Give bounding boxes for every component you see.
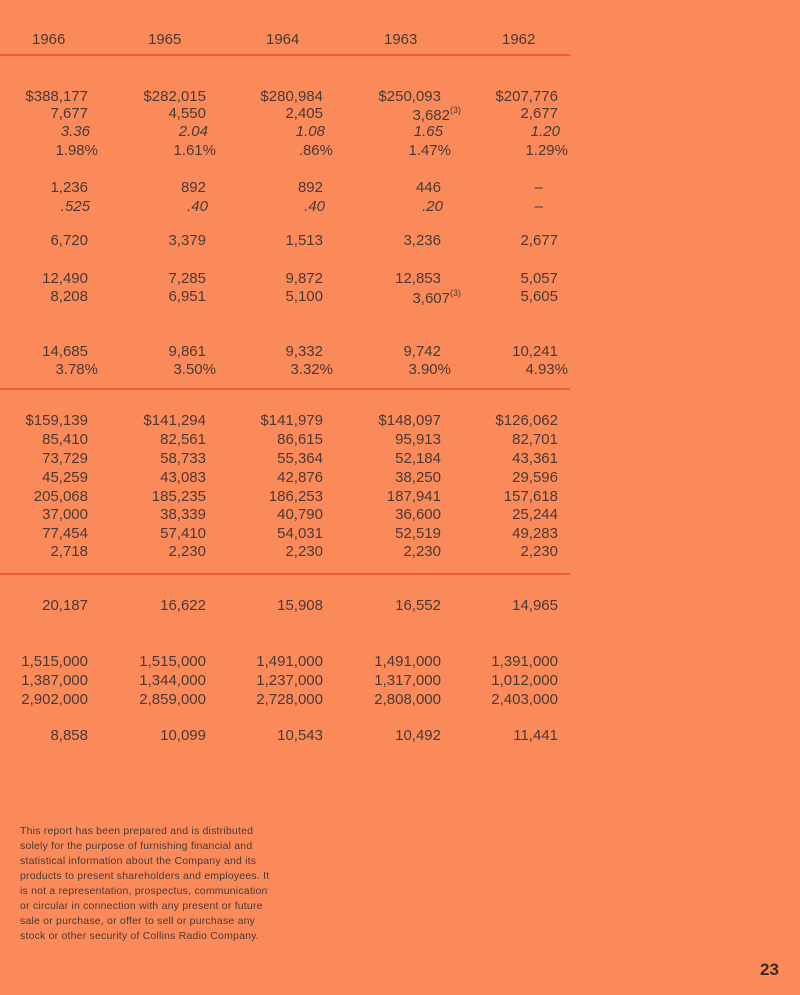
cell-value: 45,259: [42, 469, 88, 486]
cell-value: $126,062: [495, 412, 558, 429]
table-row: [0, 88, 600, 106]
cell-value: 446: [415, 179, 441, 196]
cell-value: 3,379: [168, 232, 206, 249]
table-cell: [181, 179, 206, 196]
table-cell: [520, 288, 558, 305]
cell-value: 6,720: [50, 232, 88, 249]
cell-value: 10,492: [395, 727, 441, 744]
cell-value: 1.29%: [525, 142, 568, 159]
table-cell: [277, 525, 323, 542]
table-cell: [285, 105, 323, 122]
table-row: [0, 198, 600, 216]
table-cell: [412, 288, 461, 307]
table-cell: [285, 543, 323, 560]
cell-value: 8,208: [50, 288, 88, 305]
cell-value: 16,552: [395, 597, 441, 614]
table-cell: [55, 361, 98, 378]
table-row: [0, 232, 600, 250]
table-cell: [42, 343, 88, 360]
cell-value: 4.93%: [525, 361, 568, 378]
cell-value: 3,236: [403, 232, 441, 249]
cell-value: 16,622: [160, 597, 206, 614]
cell-value: 73,729: [42, 450, 88, 467]
table-cell: [495, 88, 558, 105]
cell-value: 4,550: [168, 105, 206, 122]
table-cell: [395, 450, 441, 467]
table-cell: [491, 653, 558, 670]
divider-rule: [0, 573, 570, 575]
table-cell: [50, 179, 88, 196]
cell-value: 1.47%: [408, 142, 451, 159]
cell-value: 2,230: [285, 543, 323, 560]
cell-value: 2,808,000: [374, 691, 441, 708]
table-cell: [168, 543, 206, 560]
table-cell: [179, 123, 208, 140]
cell-value: 14,965: [512, 597, 558, 614]
table-cell: [50, 727, 88, 744]
cell-value: 55,364: [277, 450, 323, 467]
cell-value: 3.50%: [173, 361, 216, 378]
cell-value: 1.61%: [173, 142, 216, 159]
cell-value: 20,187: [42, 597, 88, 614]
table-cell: [50, 288, 88, 305]
cell-value: 5,605: [520, 288, 558, 305]
table-cell: [513, 727, 558, 744]
table-cell: [160, 525, 206, 542]
table-cell: [412, 105, 461, 124]
cell-value: 1,391,000: [491, 653, 558, 670]
table-cell: [168, 105, 206, 122]
table-cell: [143, 412, 206, 429]
cell-value: 82,561: [160, 431, 206, 448]
table-cell: [285, 232, 323, 249]
table-row: [0, 597, 600, 615]
table-cell: [173, 142, 216, 159]
table-cell: [535, 198, 543, 215]
cell-value: 10,543: [277, 727, 323, 744]
table-cell: [256, 672, 323, 689]
year-header: 1966: [32, 31, 66, 48]
cell-value: 2,718: [50, 543, 88, 560]
cell-value: 43,083: [160, 469, 206, 486]
cell-value: $282,015: [143, 88, 206, 105]
cell-value: $141,294: [143, 412, 206, 429]
cell-value: 1.65: [413, 123, 443, 140]
cell-value: 2,403,000: [491, 691, 558, 708]
table-cell: [504, 488, 558, 505]
cell-value: 85,410: [42, 431, 88, 448]
year-header: 1962: [502, 31, 536, 48]
table-cell: [535, 179, 543, 196]
cell-value: 37,000: [42, 506, 88, 523]
table-row: [0, 179, 600, 197]
table-cell: [512, 525, 558, 542]
cell-value: 86,615: [277, 431, 323, 448]
cell-value: 1,012,000: [491, 672, 558, 689]
cell-value: 157,618: [503, 488, 558, 505]
cell-value: $148,097: [378, 412, 441, 429]
table-cell: [160, 469, 206, 486]
table-cell: [395, 597, 441, 614]
table-cell: [277, 431, 323, 448]
cell-value: 10,241: [512, 343, 558, 360]
cell-value: 1,513: [285, 232, 323, 249]
table-cell: [168, 288, 206, 305]
table-cell: [277, 597, 323, 614]
table-cell: [160, 450, 206, 467]
table-cell: [416, 179, 441, 196]
cell-value: 14,685: [42, 343, 88, 360]
table-row: [0, 361, 600, 379]
table-cell: [168, 270, 206, 287]
year-header: 1965: [148, 31, 182, 48]
table-cell: [285, 288, 323, 305]
cell-value: 1,344,000: [139, 672, 206, 689]
table-cell: [299, 142, 333, 159]
cell-value: 54,031: [277, 525, 323, 542]
table-cell: [173, 361, 216, 378]
cell-value: 52,519: [395, 525, 441, 542]
disclaimer-note: This report has been prepared and is distributed solely for the purpose of furnishing financial and statistical information about the Company and its products to present shareholders and employees. It is not a representation, prospectus, communication or circular in connection with any present or future sale or purchase, or offer to sell or purchase any stock or other security of Collins Radio Company.: [20, 825, 270, 942]
table-cell: [512, 506, 558, 523]
cell-value: 11,441: [513, 727, 558, 744]
cell-value: 2,728,000: [256, 691, 323, 708]
cell-value: 6,951: [168, 288, 206, 305]
cell-value: 12,853: [395, 270, 441, 287]
table-cell: [50, 105, 88, 122]
cell-value: 9,872: [285, 270, 323, 287]
cell-value: 1,236: [50, 179, 88, 196]
table-cell: [290, 361, 333, 378]
table-row: [0, 450, 600, 468]
cell-value: 29,596: [512, 469, 558, 486]
cell-value: 892: [180, 179, 206, 196]
table-cell: [387, 488, 441, 505]
table-row: [0, 525, 600, 543]
table-cell: [139, 691, 206, 708]
cell-value: 58,733: [160, 450, 206, 467]
cell-value: 95,913: [395, 431, 441, 448]
table-cell: [168, 343, 206, 360]
table-cell: [491, 691, 558, 708]
table-cell: [277, 727, 323, 744]
table-row: [0, 727, 600, 745]
cell-value: $250,093: [378, 88, 441, 105]
table-cell: [42, 431, 88, 448]
table-cell: [277, 469, 323, 486]
cell-value: 3,682: [412, 107, 450, 124]
table-cell: [520, 543, 558, 560]
cell-value: 25,244: [512, 506, 558, 523]
cell-value: 9,742: [403, 343, 441, 360]
table-row: [0, 691, 600, 709]
cell-value: 2,230: [168, 543, 206, 560]
cell-value: 3,607: [412, 290, 450, 307]
cell-value: $388,177: [25, 88, 88, 105]
table-cell: [160, 431, 206, 448]
table-cell: [50, 232, 88, 249]
cell-value: 36,600: [395, 506, 441, 523]
table-row: [0, 343, 600, 361]
cell-value: 38,250: [395, 469, 441, 486]
table-cell: [61, 123, 90, 140]
table-cell: [395, 469, 441, 486]
cell-value: 2,902,000: [21, 691, 88, 708]
cell-value: 5,057: [520, 270, 558, 287]
table-cell: [285, 343, 323, 360]
table-cell: [422, 198, 443, 215]
table-cell: [21, 691, 88, 708]
cell-value: 2.04: [178, 123, 208, 140]
table-row: [0, 270, 600, 288]
cell-value: $159,139: [25, 412, 88, 429]
table-cell: [403, 343, 441, 360]
cell-value: .40: [304, 198, 325, 215]
cell-value: 2,677: [520, 105, 558, 122]
table-cell: [512, 450, 558, 467]
table-cell: [395, 727, 441, 744]
table-cell: [520, 105, 558, 122]
table-cell: [25, 412, 88, 429]
cell-value: 77,454: [42, 525, 88, 542]
table-cell: [42, 597, 88, 614]
table-cell: [374, 691, 441, 708]
cell-value: 1,387,000: [21, 672, 88, 689]
cell-value: 1,491,000: [374, 653, 441, 670]
cell-value: –: [534, 198, 543, 215]
cell-value: 3.78%: [55, 361, 98, 378]
table-cell: [21, 653, 88, 670]
table-row: [0, 412, 600, 430]
cell-value: –: [534, 179, 543, 196]
cell-value: 5,100: [285, 288, 323, 305]
table-cell: [42, 525, 88, 542]
table-cell: [277, 450, 323, 467]
table-cell: [34, 488, 88, 505]
table-cell: [512, 469, 558, 486]
footnote-marker: (3): [450, 288, 461, 298]
cell-value: 8,858: [50, 727, 88, 744]
table-cell: [55, 142, 98, 159]
page-number: 23: [760, 960, 779, 979]
cell-value: 2,677: [520, 232, 558, 249]
table-cell: [512, 431, 558, 448]
table-cell: [512, 597, 558, 614]
table-cell: [408, 361, 451, 378]
cell-value: 2,859,000: [139, 691, 206, 708]
cell-value: 892: [297, 179, 323, 196]
divider-rule: [0, 388, 570, 390]
table-cell: [520, 232, 558, 249]
table-row: [0, 653, 600, 671]
table-cell: [152, 488, 206, 505]
cell-value: $207,776: [495, 88, 558, 105]
cell-value: 57,410: [160, 525, 206, 542]
year-header: 1963: [384, 31, 418, 48]
table-row: [0, 488, 600, 506]
table-cell: [50, 543, 88, 560]
table-row: [0, 506, 600, 524]
cell-value: 3.90%: [408, 361, 451, 378]
cell-value: 42,876: [277, 469, 323, 486]
table-cell: [414, 123, 443, 140]
table-cell: [531, 123, 560, 140]
cell-value: 49,283: [512, 525, 558, 542]
table-cell: [143, 88, 206, 105]
footnote-marker: (3): [450, 105, 461, 115]
cell-value: .20: [422, 198, 443, 215]
cell-value: 43,361: [512, 450, 558, 467]
cell-value: 82,701: [512, 431, 558, 448]
cell-value: 2,230: [520, 543, 558, 560]
cell-value: 9,332: [285, 343, 323, 360]
table-cell: [256, 691, 323, 708]
table-cell: [395, 506, 441, 523]
table-cell: [395, 270, 441, 287]
table-cell: [298, 179, 323, 196]
table-cell: [403, 543, 441, 560]
table-cell: [42, 270, 88, 287]
table-cell: [512, 343, 558, 360]
year-header: 1964: [266, 31, 300, 48]
table-row: [0, 672, 600, 690]
table-row: [0, 543, 600, 561]
table-cell: [285, 270, 323, 287]
cell-value: 185,235: [151, 488, 206, 505]
table-cell: [277, 506, 323, 523]
table-cell: [168, 232, 206, 249]
cell-value: 1.98%: [55, 142, 98, 159]
cell-value: 205,068: [33, 488, 88, 505]
table-row: [0, 123, 600, 141]
cell-value: .525: [60, 198, 90, 215]
table-cell: [42, 506, 88, 523]
table-cell: [403, 232, 441, 249]
cell-value: 1,491,000: [256, 653, 323, 670]
divider-rule: [0, 54, 570, 56]
cell-value: 186,253: [268, 488, 323, 505]
cell-value: .86%: [298, 142, 333, 159]
table-cell: [21, 672, 88, 689]
cell-value: $280,984: [260, 88, 323, 105]
table-row: [0, 469, 600, 487]
cell-value: 3.32%: [290, 361, 333, 378]
table-cell: [525, 361, 568, 378]
cell-value: 10,099: [160, 727, 206, 744]
cell-value: 7,677: [50, 105, 88, 122]
table-cell: [260, 412, 323, 429]
cell-value: .40: [187, 198, 208, 215]
table-cell: [160, 727, 206, 744]
cell-value: 2,405: [285, 105, 323, 122]
cell-value: 15,908: [277, 597, 323, 614]
table-cell: [61, 198, 90, 215]
table-cell: [25, 88, 88, 105]
table-cell: [395, 525, 441, 542]
table-cell: [520, 270, 558, 287]
cell-value: 1,515,000: [139, 653, 206, 670]
table-cell: [42, 450, 88, 467]
table-row: [0, 288, 600, 306]
cell-value: 52,184: [395, 450, 441, 467]
table-cell: [374, 653, 441, 670]
cell-value: 1,237,000: [256, 672, 323, 689]
table-cell: [378, 412, 441, 429]
table-cell: [495, 412, 558, 429]
table-cell: [187, 198, 208, 215]
table-cell: [269, 488, 323, 505]
cell-value: 1,317,000: [374, 672, 441, 689]
cell-value: 1.08: [295, 123, 325, 140]
table-cell: [304, 198, 325, 215]
cell-value: 2,230: [403, 543, 441, 560]
cell-value: 38,339: [160, 506, 206, 523]
table-cell: [395, 431, 441, 448]
table-cell: [491, 672, 558, 689]
table-cell: [260, 88, 323, 105]
cell-value: 40,790: [277, 506, 323, 523]
table-cell: [139, 653, 206, 670]
table-cell: [296, 123, 325, 140]
cell-value: 3.36: [60, 123, 90, 140]
cell-value: 1,515,000: [21, 653, 88, 670]
cell-value: 7,285: [168, 270, 206, 287]
table-cell: [374, 672, 441, 689]
table-cell: [160, 597, 206, 614]
cell-value: 9,861: [168, 343, 206, 360]
cell-value: 1.20: [530, 123, 560, 140]
table-cell: [139, 672, 206, 689]
table-row: [0, 105, 600, 123]
table-cell: [42, 469, 88, 486]
table-row: [0, 142, 600, 160]
table-cell: [378, 88, 441, 105]
table-row: [0, 431, 600, 449]
cell-value: $141,979: [260, 412, 323, 429]
table-cell: [256, 653, 323, 670]
cell-value: 12,490: [42, 270, 88, 287]
table-cell: [160, 506, 206, 523]
table-cell: [408, 142, 451, 159]
cell-value: 187,941: [386, 488, 441, 505]
table-cell: [525, 142, 568, 159]
